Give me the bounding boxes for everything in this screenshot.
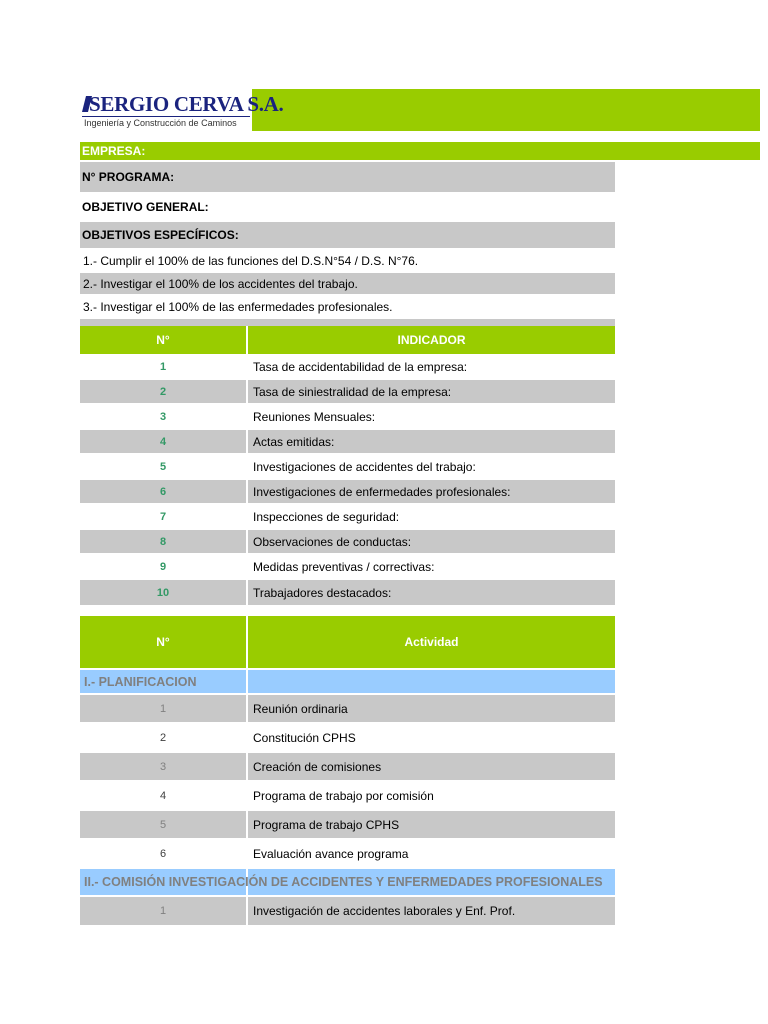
- activity-num-cell: [80, 782, 246, 809]
- activity-number: 1: [159, 905, 167, 917]
- activity-text-cell: [248, 811, 615, 838]
- indicator-text-cell: [248, 555, 615, 578]
- indicator-num-header-label: N°: [156, 333, 170, 347]
- activity-num-cell: [80, 695, 246, 722]
- indicator-num-cell: [80, 430, 246, 453]
- activity-text: Constitución CPHS: [253, 730, 356, 745]
- indicator-text-cell: [248, 380, 615, 403]
- objetivo-general-label: OBJETIVO GENERAL:: [82, 200, 209, 214]
- indicator-number: 5: [159, 460, 167, 473]
- activity-text: Reunión ordinaria: [253, 701, 348, 716]
- indicator-num-cell: [80, 480, 246, 503]
- indicator-number: 4: [159, 435, 167, 448]
- indicator-number: 7: [159, 510, 167, 523]
- indicator-num-cell: [80, 380, 246, 403]
- objective-row: [80, 273, 615, 294]
- activity-num-cell: [80, 753, 246, 780]
- indicator-text-cell: [248, 455, 615, 478]
- activity-number: 6: [159, 847, 167, 860]
- indicator-text-cell: [248, 580, 615, 605]
- activity-number: 1: [159, 702, 167, 715]
- indicator-num-cell: [80, 555, 246, 578]
- activity-text-cell: [248, 695, 615, 722]
- indicator-text: Investigaciones de accidentes del trabajo:: [253, 459, 476, 474]
- objective-text: 1.- Cumplir el 100% de las funciones del D.S.N°54 / D.S. N°76.: [83, 253, 419, 268]
- company-logo: [80, 89, 284, 131]
- indicator-number: 6: [159, 485, 167, 498]
- section-title: II.- COMISIÓN INVESTIGACIÓN DE ACCIDENTES Y ENFERMEDADES PROFESIONALES: [84, 875, 603, 889]
- indicator-text: Reuniones Mensuales:: [253, 409, 376, 424]
- activity-text: Investigación de accidentes laborales y Enf. Prof.: [253, 904, 516, 918]
- objective-row: [80, 296, 615, 317]
- indicator-text-cell: [248, 480, 615, 503]
- activity-text-cell: [248, 897, 615, 925]
- objective-text: 3.- Investigar el 100% de las enfermedades profesionales.: [83, 299, 393, 314]
- indicator-text: Inspecciones de seguridad:: [253, 509, 400, 524]
- objective-row: [80, 250, 615, 271]
- indicator-num-cell: [80, 355, 246, 378]
- activity-text-cell: [248, 840, 615, 867]
- indicator-header: [248, 326, 615, 354]
- indicator-text-cell: [248, 430, 615, 453]
- indicator-number: 1: [159, 360, 167, 373]
- indicator-number: 9: [159, 560, 167, 573]
- activity-text: Creación de comisiones: [253, 759, 382, 774]
- indicator-number: 8: [159, 535, 167, 548]
- activity-num-cell: [80, 897, 246, 925]
- indicator-num-cell: [80, 505, 246, 528]
- section-header-investigacion: [80, 869, 603, 895]
- indicator-number: 2: [159, 385, 167, 398]
- activity-num-header-label: N°: [156, 635, 170, 649]
- indicator-num-header: [80, 326, 246, 354]
- indicator-num-cell: [80, 405, 246, 428]
- objetivos-especificos-row: [80, 222, 615, 248]
- header-band: [252, 89, 760, 131]
- indicator-number: 3: [159, 410, 167, 423]
- programa-label: N° PROGRAMA:: [82, 170, 175, 184]
- indicator-text-cell: [248, 505, 615, 528]
- activity-text: Programa de trabajo CPHS: [253, 817, 400, 832]
- separator-bar: [80, 319, 615, 326]
- objective-text: 2.- Investigar el 100% de los accidentes del trabajo.: [83, 276, 358, 291]
- activity-num-header: [80, 616, 246, 668]
- activity-num-cell: [80, 724, 246, 751]
- section-title: I.- PLANIFICACION: [84, 674, 197, 689]
- activity-number: 2: [159, 731, 167, 744]
- indicator-num-cell: [80, 455, 246, 478]
- indicator-text-cell: [248, 355, 615, 378]
- indicator-num-cell: [80, 580, 246, 605]
- objetivos-especificos-label: OBJETIVOS ESPECÍFICOS:: [82, 228, 239, 242]
- activity-number: 4: [159, 789, 167, 802]
- activity-header: [248, 616, 615, 668]
- indicator-text-cell: [248, 530, 615, 553]
- indicator-text: Actas emitidas:: [253, 434, 335, 449]
- activity-text: Programa de trabajo por comisión: [253, 788, 434, 803]
- section-header-planificacion: [80, 670, 197, 693]
- activity-number: 3: [159, 760, 167, 773]
- indicator-text: Tasa de accidentabilidad de la empresa:: [253, 359, 468, 374]
- activity-text-cell: [248, 724, 615, 751]
- empresa-label: EMPRESA:: [82, 144, 146, 158]
- activity-text: Evaluación avance programa: [253, 846, 409, 861]
- activity-text-cell: [248, 753, 615, 780]
- section-header-row: [248, 670, 615, 693]
- logo-tagline: Ingeniería y Construcción de Caminos: [84, 118, 237, 128]
- activity-num-cell: [80, 840, 246, 867]
- indicator-number: 10: [156, 586, 170, 599]
- indicator-text: Observaciones de conductas:: [253, 534, 412, 549]
- logo-name: SERGIO CERVA S.A.: [89, 92, 284, 116]
- activity-text-cell: [248, 782, 615, 809]
- indicator-text-cell: [248, 405, 615, 428]
- programa-row: [80, 162, 615, 192]
- activity-header-label: Actividad: [404, 635, 459, 649]
- objetivo-general-row: [80, 194, 615, 220]
- empresa-row: [80, 142, 760, 160]
- indicator-text: Trabajadores destacados:: [253, 585, 392, 600]
- indicator-header-label: INDICADOR: [397, 333, 466, 347]
- activity-number: 5: [159, 818, 167, 831]
- activity-num-cell: [80, 811, 246, 838]
- indicator-text: Tasa de siniestralidad de la empresa:: [253, 384, 452, 399]
- indicator-text: Investigaciones de enfermedades profesionales:: [253, 484, 511, 499]
- indicator-num-cell: [80, 530, 246, 553]
- indicator-text: Medidas preventivas / correctivas:: [253, 559, 435, 574]
